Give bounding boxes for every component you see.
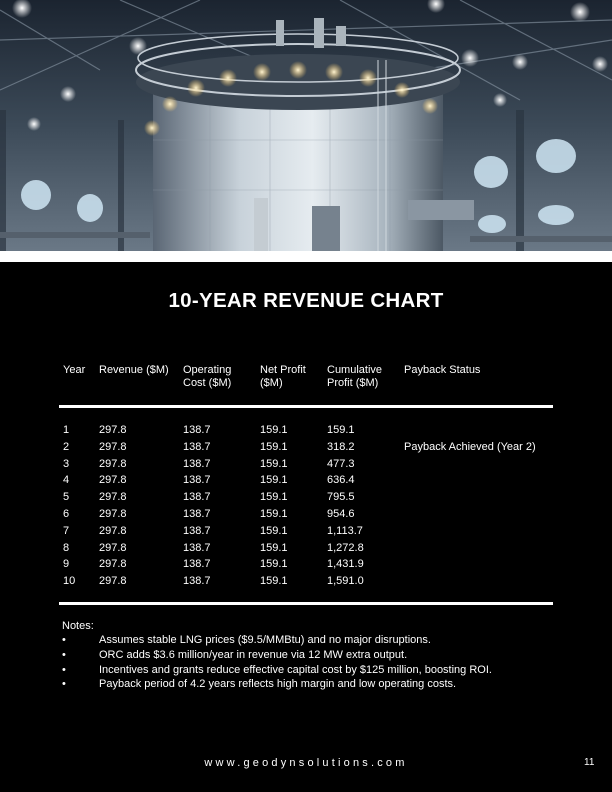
- cell-operating-cost: 138.7: [183, 508, 211, 520]
- column-header-net-profit: Net Profit ($M): [260, 364, 306, 389]
- cell-year: 2: [63, 440, 70, 453]
- cell-year: 6: [63, 508, 70, 520]
- cell-cumulative-profit: 318.2: [327, 440, 355, 453]
- hero-image: [0, 0, 612, 251]
- cell-cumulative-profit: 477.3: [327, 457, 355, 470]
- cell-year: 8: [63, 541, 70, 554]
- bullet-icon: •: [62, 634, 66, 646]
- cell-cumulative-profit: 1,431.9: [327, 558, 364, 571]
- cell-revenue: 297.8: [99, 424, 127, 436]
- cell-net-profit: 159.1: [260, 558, 288, 571]
- cell-year: 4: [63, 474, 70, 487]
- cell-cumulative-profit: 159.1: [327, 424, 355, 436]
- cell-cumulative-profit: 1,113.7: [327, 524, 363, 537]
- cell-cumulative-profit: 636.4: [327, 474, 355, 487]
- bullet-icon: •: [62, 649, 66, 661]
- cell-revenue: 297.8: [99, 575, 127, 588]
- cell-revenue: 297.8: [99, 474, 127, 487]
- column-header-payback-status: Payback Status: [404, 364, 481, 376]
- cell-revenue: 297.8: [99, 524, 127, 537]
- cell-net-profit: 159.1: [260, 508, 288, 520]
- cell-revenue: 297.8: [99, 440, 127, 453]
- bullet-icon: •: [62, 664, 66, 676]
- table-bottom-rule: [59, 602, 553, 605]
- page-number: 11: [584, 757, 595, 768]
- cell-revenue: 297.8: [99, 541, 127, 554]
- cell-net-profit: 159.1: [260, 541, 288, 554]
- cell-operating-cost: 138.7: [183, 491, 211, 504]
- cell-year: 1: [63, 424, 70, 436]
- cell-cumulative-profit: 954.6: [327, 508, 355, 520]
- cell-operating-cost: 138.7: [183, 524, 211, 537]
- white-divider-band: [0, 251, 612, 262]
- cell-net-profit: 159.1: [260, 474, 288, 487]
- cell-year: 10: [63, 575, 76, 588]
- notes-heading: Notes:: [62, 620, 94, 632]
- page-title: 10-YEAR REVENUE CHART: [168, 289, 444, 312]
- cell-operating-cost: 138.7: [183, 474, 211, 487]
- cell-net-profit: 159.1: [260, 524, 288, 537]
- column-header-operating-cost: Operating Cost ($M): [183, 364, 232, 389]
- footer-website-link[interactable]: www.geodynsolutions.com: [204, 757, 408, 769]
- column-header-cumulative-profit: Cumulative Profit ($M): [327, 364, 383, 389]
- cell-net-profit: 159.1: [260, 575, 288, 588]
- cell-operating-cost: 138.7: [183, 457, 211, 470]
- cell-cumulative-profit: 1,591.0: [327, 575, 364, 588]
- cell-net-profit: 159.1: [260, 491, 288, 504]
- cell-payback-status: Payback Achieved (Year 2): [404, 440, 536, 453]
- cell-revenue: 297.8: [99, 491, 127, 504]
- cell-net-profit: 159.1: [260, 457, 288, 470]
- bullet-icon: •: [62, 678, 66, 690]
- cell-year: 9: [63, 558, 70, 571]
- cell-cumulative-profit: 795.5: [327, 491, 355, 504]
- cell-revenue: 297.8: [99, 558, 127, 571]
- cell-year: 7: [63, 524, 70, 537]
- cell-operating-cost: 138.7: [183, 424, 211, 436]
- cell-net-profit: 159.1: [260, 440, 288, 453]
- table-top-rule: [59, 405, 553, 408]
- column-header-year: Year: [63, 364, 86, 376]
- column-header-revenue: Revenue ($M): [99, 364, 169, 376]
- cell-operating-cost: 138.7: [183, 558, 211, 571]
- cell-cumulative-profit: 1,272.8: [327, 541, 364, 554]
- cell-operating-cost: 138.7: [183, 440, 211, 453]
- cell-operating-cost: 138.7: [183, 575, 211, 588]
- cell-year: 5: [63, 491, 70, 504]
- cell-year: 3: [63, 457, 70, 470]
- cell-revenue: 297.8: [99, 457, 127, 470]
- cell-net-profit: 159.1: [260, 424, 288, 436]
- cell-revenue: 297.8: [99, 508, 127, 520]
- cell-operating-cost: 138.7: [183, 541, 211, 554]
